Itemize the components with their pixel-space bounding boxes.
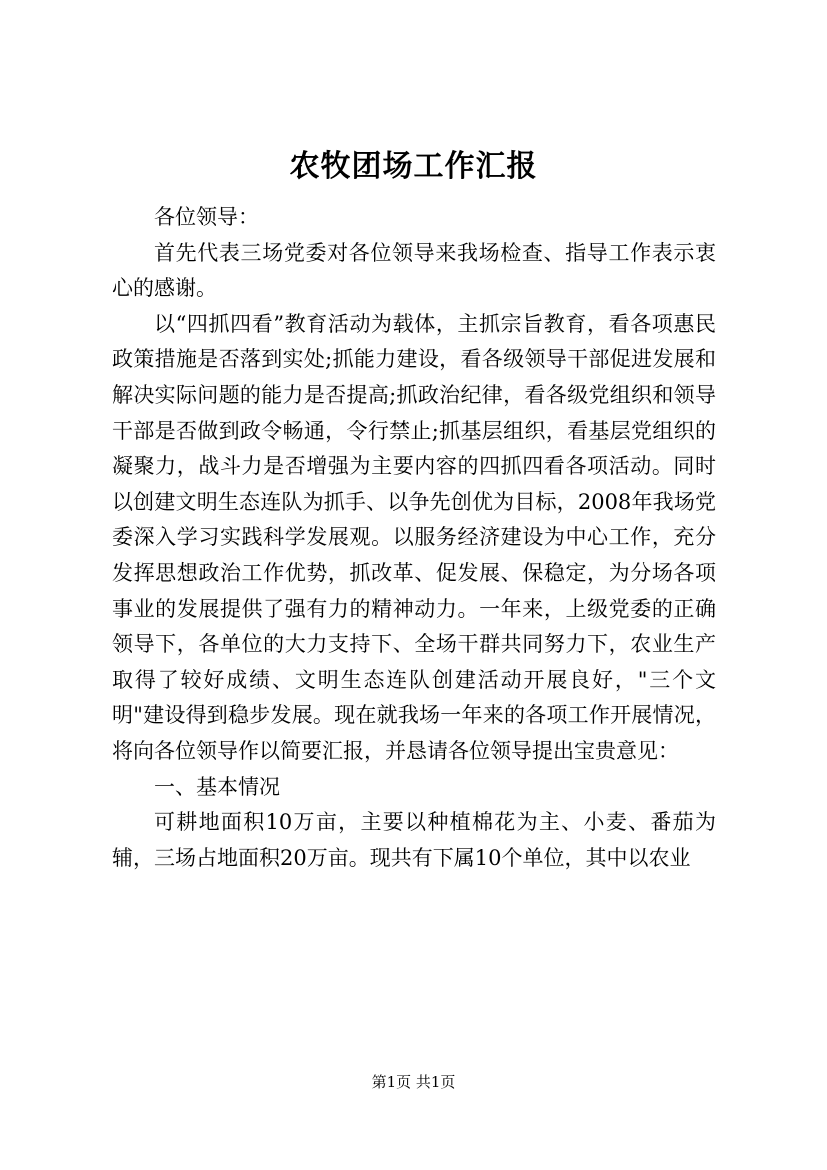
section-heading-basic-situation: 一、基本情况 (154, 774, 280, 799)
paragraph-thanks: 首先代表三场党委对各位领导来我场检查、指导工作表示衷心的感谢。 (112, 240, 716, 301)
page-footer: 第1页 共1页 (371, 1073, 456, 1091)
paragraph-overview: 以“四抓四看”教育活动为载体，主抓宗旨教育，看各项惠民政策措施是否落到实处;抓能力建设，看各级领导干部促进发展和解决实际问题的能力是否提高;抓政治纪律，看各级党组织和领导干部是否做到政令畅通，令行禁止;抓基层组织，看基层党组织的凝聚力，战斗力是否增强为主要内容的四抓四看各项活动。同时以创建文明生态连队为抓手、以争先创优为目标，2008年我场党委深入学习实践科学发展观。以服务经济建设为中心工作，充分发挥思想政治工作优势，抓改革、促发展、保稳定，为分场各项事业的发展提供了强有力的精神动力。一年来，上级党委的正确领导下，各单位的大力支持下、全场干群共同努力下，农业生产取得了较好成绩、文明生态连队创建活动开展良好，"三个文明"建设得到稳步发展。现在就我场一年来的各项工作开展情况，将向各位领导作以简要汇报，并恳请各位领导提出宝贵意见： (112, 311, 716, 763)
paragraph-salutation: 各位领导： (154, 205, 259, 229)
document-title: 农牧团场工作汇报 (289, 149, 538, 184)
document-body (112, 200, 716, 876)
paragraph-basic-situation: 可耕地面积10万亩，主要以种植棉花为主、小麦、番茄为辅，三场占地面积20万亩。现共有下属10个单位，其中以农业 (112, 810, 716, 870)
